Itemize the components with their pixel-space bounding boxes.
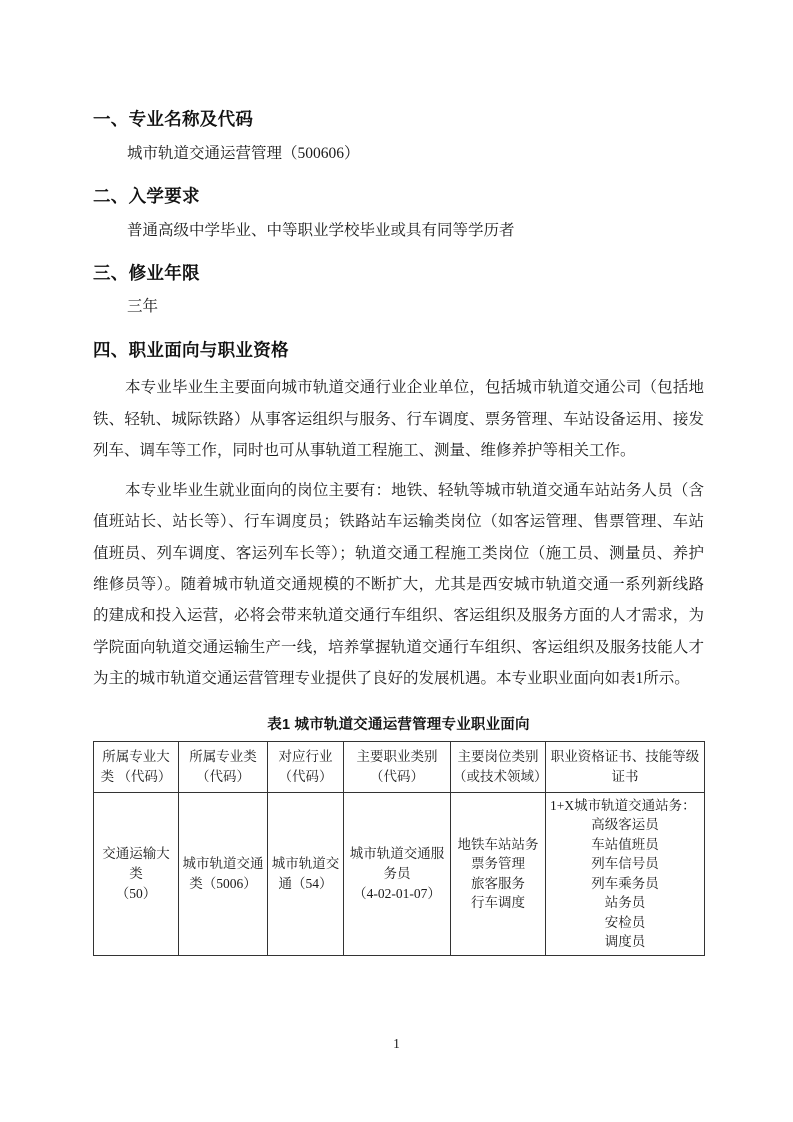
cell-industry: [268, 792, 344, 955]
page-content: [93, 108, 704, 956]
cell-major-class: [179, 792, 268, 955]
cell-line-2: 类（5006）: [189, 875, 257, 891]
cell-line-2: （50）: [115, 885, 157, 901]
header-line-1: 主要职业类别: [356, 749, 438, 765]
header-line-1: 对应行业: [278, 749, 333, 765]
table-caption: 表1 城市轨道交通运营管理专业职业面向: [267, 716, 530, 733]
vocational-orientation-table: [93, 741, 705, 956]
header-line-1: 所属专业类: [189, 749, 257, 765]
section-answer-3: 三年: [127, 298, 159, 316]
header-line-1: 主要岗位类别: [457, 749, 539, 765]
table-header-occupation: [344, 741, 451, 792]
cell-line-1: 城市轨道交通: [182, 856, 264, 872]
cell-major-category: [94, 792, 179, 955]
position-item: 旅客服务: [471, 875, 525, 891]
header-line-2: （代码）: [370, 768, 424, 784]
section-heading-2: 二、入学要求: [93, 185, 200, 206]
cell-occupation: [344, 792, 451, 955]
certificate-item: 站务员: [604, 895, 646, 911]
position-item: 地铁车站站务: [457, 836, 539, 852]
certificate-item: 高级客运员: [591, 817, 659, 833]
table-header-certificates: [546, 741, 705, 792]
certificate-item: 调度员: [604, 934, 646, 950]
cell-line-3: （4-02-01-07）: [353, 885, 441, 901]
section-answer-2: 普通高级中学毕业、中等职业学校毕业或具有同等学历者: [127, 221, 515, 239]
header-line-1: 所属专业大类: [100, 749, 170, 784]
header-line-2: （代码）: [278, 768, 333, 784]
section-4-paragraph-2: 本专业毕业生就业面向的岗位主要有：地铁、轻轨等城市轨道交通车站站务人员（含值班站长、站长等）、行车调度员；铁路站车运输类岗位（如客运管理、售票管理、车站值班员、列车调度、客运列车长等）；轨道交通工程施工类岗位（施工员、测量员、养护维修员等）。随着城市轨道交通规模的不断扩大，尤其是西安城市轨道交通一系列新线路的建成和投入运营，必将会带来轨道交通行车组织、客运组织及服务方面的人才需求，为学院面向轨道交通运输生产一线，培养掌握轨道交通行车组织、客运组织及服务技能人才为主的城市轨道交通运营管理专业提供了良好的发展机遇。本专业职业面向如表1所示。: [93, 481, 704, 688]
header-line-2: （代码）: [117, 768, 172, 784]
header-line-2: （或技术领域）: [453, 768, 548, 784]
cell-certificates: [546, 792, 705, 955]
table-header-positions: [451, 741, 546, 792]
section-4-paragraph-1: 本专业毕业生主要面向城市轨道交通行业企业单位，包括城市轨道交通公司（包括地铁、轻轨、城际铁路）从事客运组织与服务、行车调度、票务管理、车站设备运用、接发列车、调车等工作，同时也可从事轨道工程施工、测量、维修养护等相关工作。: [93, 379, 704, 460]
certificates-heading: 1+X城市轨道交通站务：: [550, 797, 696, 813]
certificate-item: 车站值班员: [591, 836, 659, 852]
cell-line-2: 务员: [383, 866, 411, 881]
cell-positions: [451, 792, 546, 955]
section-heading-1: 一、专业名称及代码: [93, 109, 254, 129]
header-line-2: （代码）: [196, 768, 250, 784]
section-heading-4: 四、职业面向与职业资格: [93, 339, 289, 360]
section-heading-3: 三、修业年限: [93, 262, 200, 283]
table-header-major-category: [94, 741, 179, 792]
table-header-major-class: [179, 741, 268, 792]
header-line-1: 职业资格证书、技能等级: [550, 749, 700, 765]
header-line-2: 证书: [611, 768, 639, 784]
section-answer-1: 城市轨道交通运营管理（500606）: [127, 144, 360, 162]
certificate-item: 列车信号员: [591, 856, 659, 872]
cell-line-1: 城市轨道交: [271, 856, 340, 872]
position-item: 行车调度: [471, 895, 525, 911]
certificate-item: 安检员: [604, 914, 646, 930]
cell-line-1: 城市轨道交通服: [349, 846, 445, 862]
position-item: 票务管理: [471, 856, 525, 872]
table-header-industry: [268, 741, 344, 792]
cell-line-1: 交通运输大类: [102, 846, 170, 881]
table-row: [94, 792, 705, 955]
table-header-row: [94, 741, 705, 792]
page-number: 1: [393, 1036, 400, 1051]
certificate-item: 列车乘务员: [591, 875, 659, 891]
cell-line-2: 通（54）: [278, 875, 333, 891]
